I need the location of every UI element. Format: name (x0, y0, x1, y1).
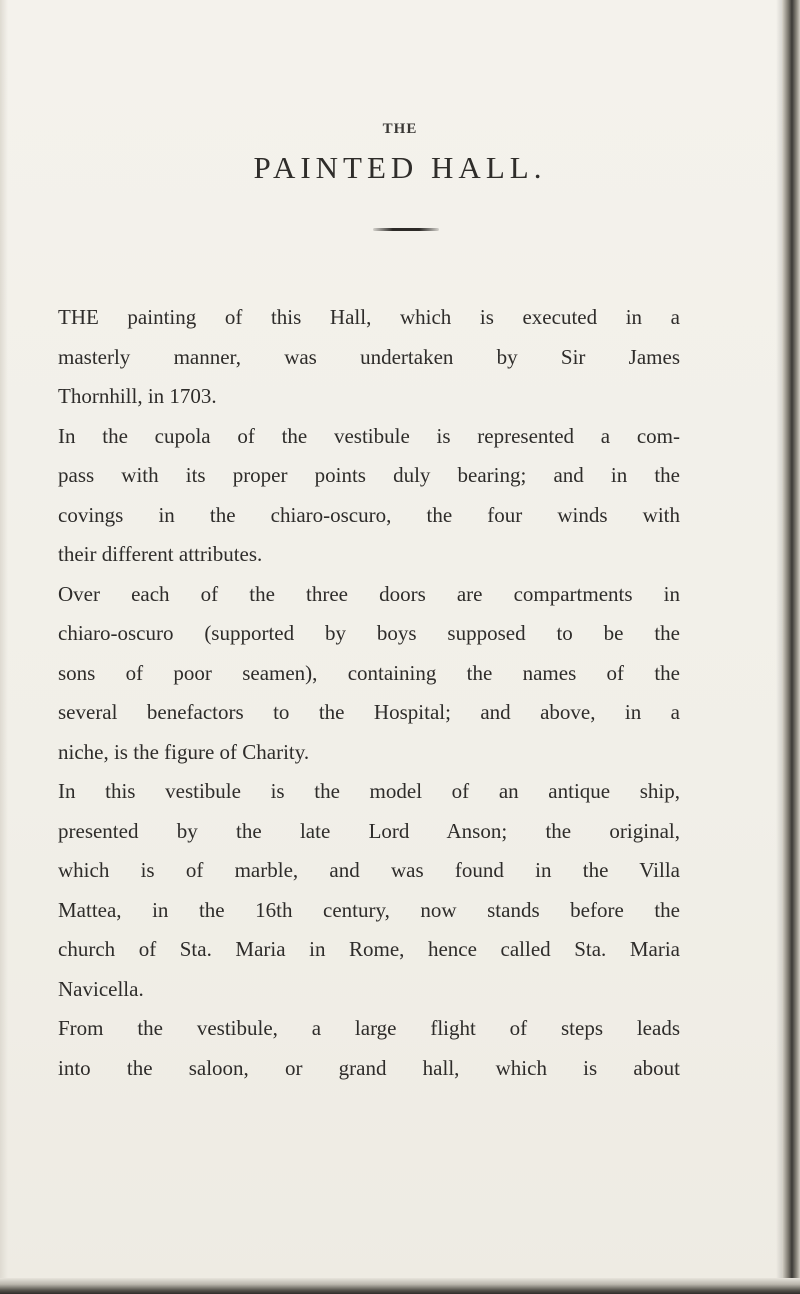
section-title: PAINTED HALL. (253, 150, 547, 185)
text-line: Mattea, in the 16th century, now stands before the (58, 897, 680, 922)
running-head: THE (382, 121, 418, 137)
text-line: presented by the late Lord Anson; the original, (58, 818, 680, 843)
body-text (58, 298, 680, 1088)
text-line: chiaro-oscuro (supported by boys supposed to be the (58, 621, 680, 645)
title-rule (373, 228, 439, 231)
text-line: their different attributes. (58, 542, 263, 566)
text-line: covings in the chiaro-oscuro, the four winds with (58, 502, 680, 527)
text-line: Over each of the three doors are compartments in (58, 581, 680, 606)
text-line: Navicella. (58, 976, 144, 1001)
text-line: into the saloon, or grand hall, which is about (58, 1055, 680, 1080)
text-line: From the vestibule, a large flight of steps leads (58, 1016, 680, 1040)
text-line: several benefactors to the Hospital; and above, in a (58, 700, 680, 724)
text-line: church of Sta. Maria in Rome, hence called Sta. Maria (58, 937, 680, 961)
page-left-edge (0, 0, 8, 1294)
text-line: In this vestibule is the model of an antique ship, (58, 779, 680, 803)
text-line: masterly manner, was undertaken by Sir James (58, 344, 680, 369)
text-line: which is of marble, and was found in the Villa (58, 858, 680, 882)
text-line: pass with its proper points duly bearing; and in the (58, 463, 680, 487)
text-line: Thornhill, in 1703. (58, 384, 217, 408)
text-line: sons of poor seamen), containing the names of the (58, 660, 680, 685)
text-line: THE painting of this Hall, which is executed in a (58, 305, 680, 329)
text-line: In the cupola of the vestibule is represented a com- (58, 423, 680, 448)
book-binding-edge (782, 0, 800, 1294)
text-line: niche, is the figure of Charity. (58, 739, 310, 764)
page-bottom-edge (0, 1278, 800, 1294)
